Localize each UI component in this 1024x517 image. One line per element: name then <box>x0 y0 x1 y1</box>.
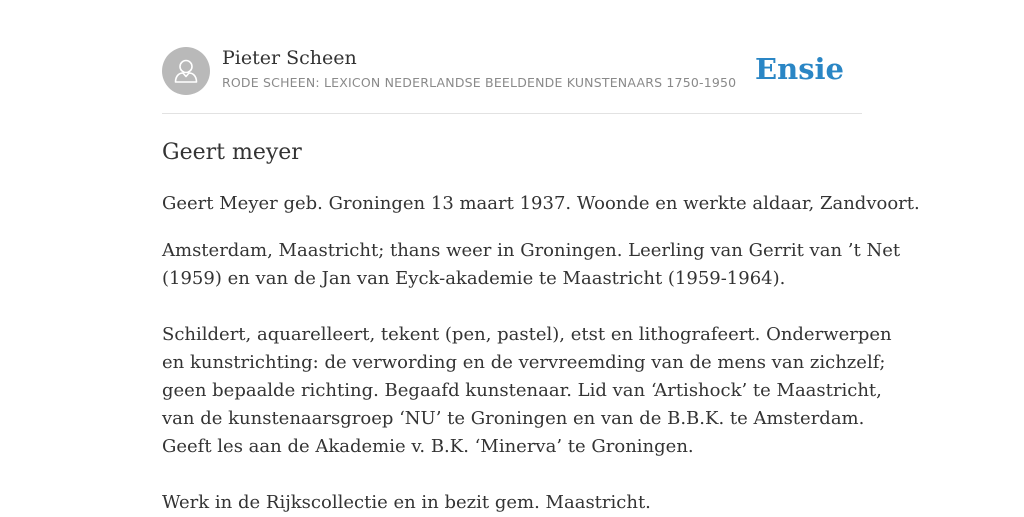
header-divider <box>162 113 862 114</box>
paragraph-gap <box>162 218 882 237</box>
body-line: en kunstrichting: de verwording en de vervreemding van de mens van zichzelf; <box>162 352 886 373</box>
article-header <box>162 47 862 95</box>
ensie-logo[interactable]: Ensie <box>755 52 844 86</box>
author-avatar[interactable] <box>162 47 210 95</box>
body-line: Geert Meyer geb. Groningen 13 maart 1937. Woonde en werkte aldaar, Zandvoort. <box>162 193 920 214</box>
body-line: (1959) en van de Jan van Eyck-akademie te Maastricht (1959-1964). <box>162 268 786 289</box>
body-line: geen bepaalde richting. Begaafd kunstenaar. Lid van ‘Artishock’ te Maastricht, <box>162 380 882 401</box>
paragraph-gap <box>162 293 882 321</box>
author-name[interactable]: Pieter Scheen <box>222 47 357 69</box>
body-line: van de kunstenaarsgroep ‘NU’ te Groningen en van de B.B.K. te Amsterdam. <box>162 408 865 429</box>
paragraph-gap <box>162 461 882 489</box>
body-line: Werk in de Rijkscollectie en in bezit gem. Maastricht. <box>162 492 651 513</box>
user-icon <box>162 47 210 95</box>
body-line: Schildert, aquarelleert, tekent (pen, pastel), etst en lithografeert. Onderwerpen <box>162 324 892 345</box>
article-body <box>162 190 920 517</box>
article-title: Geert meyer <box>162 140 302 165</box>
body-line: Amsterdam, Maastricht; thans weer in Groningen. Leerling van Gerrit van ’t Net <box>162 240 901 261</box>
source-title[interactable]: RODE SCHEEN: LEXICON NEDERLANDSE BEELDENDE KUNSTENAARS 1750-1950 <box>222 75 737 90</box>
body-line: Geeft les aan de Akademie v. B.K. ‘Minerva’ te Groningen. <box>162 436 694 457</box>
